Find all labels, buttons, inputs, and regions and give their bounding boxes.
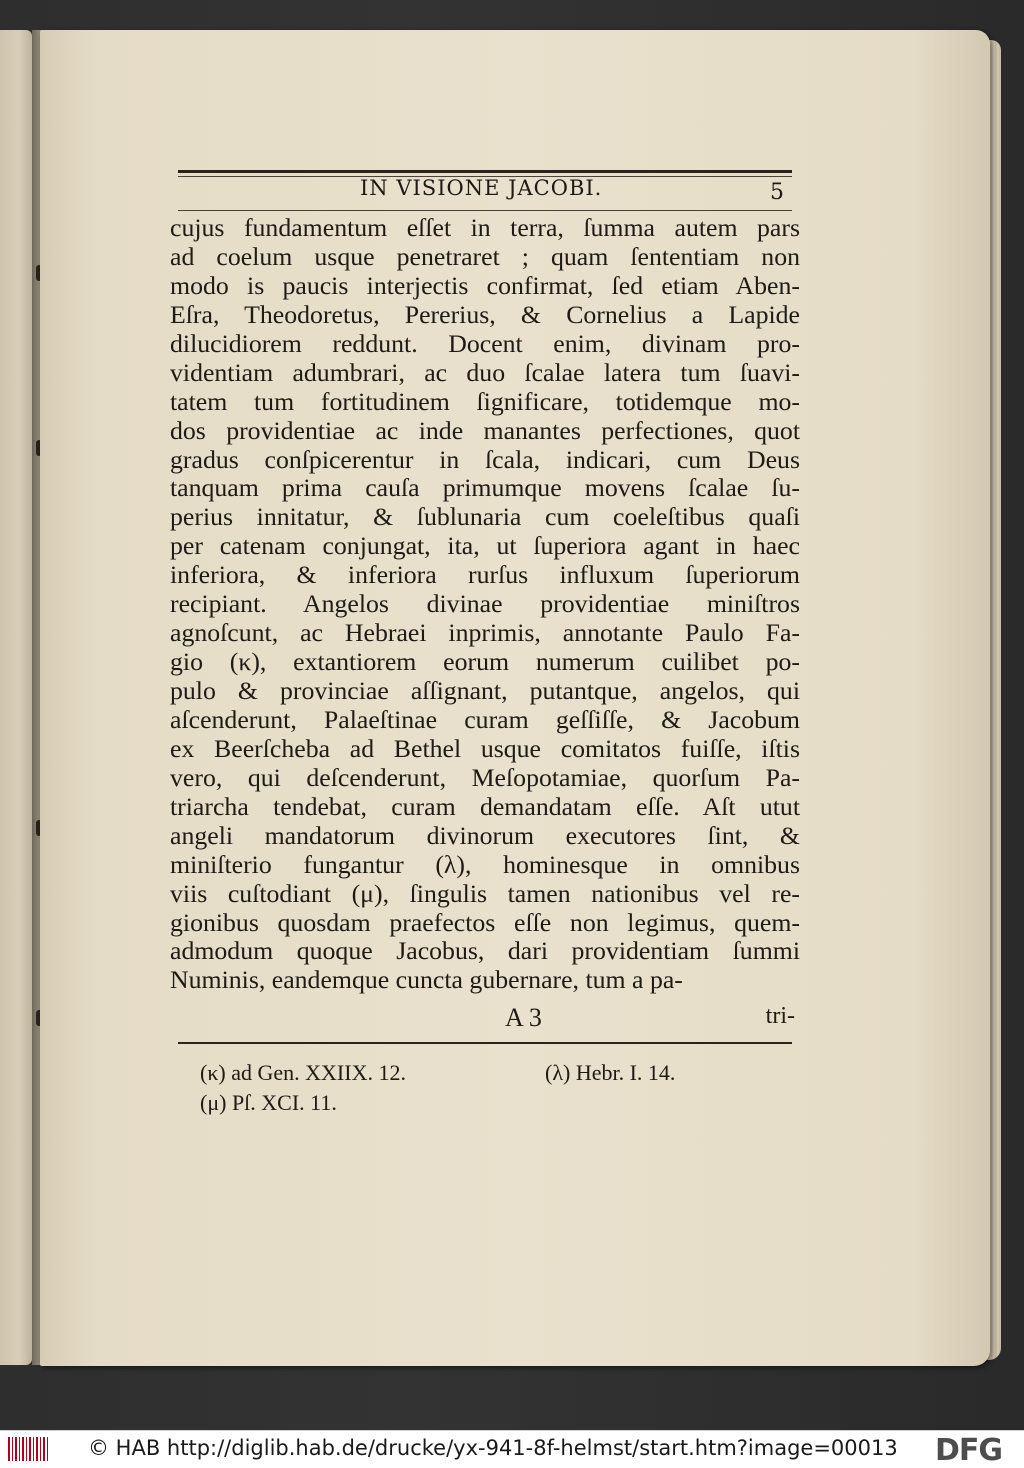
text-line: recipiant. Angelos divinae providentiae miniſtros [170, 590, 800, 619]
text-line: agnoſcunt, ac Hebraei inprimis, annotante Paulo Fa- [170, 619, 800, 648]
text-line: cujus fundamentum eſſet in terra, ſumma autem pars [170, 214, 800, 242]
text-line: miniſterio fungantur (λ), hominesque in omnibus [170, 850, 800, 879]
catchword: tri- [765, 1003, 795, 1029]
header-rule-bottom [178, 210, 792, 211]
text-line: Numinis, eandemque cuncta gubernare, tum a pa- [170, 966, 683, 995]
text-line: dos providentiae ac inde manantes perfectiones, quot [170, 416, 800, 445]
text-line: dilucidiorem reddunt. Docent enim, divinam pro- [170, 329, 800, 358]
text-line: tanquam prima cauſa primumque movens ſcalae ſu- [170, 474, 800, 503]
footnote-mu: (μ) Pſ. XCI. 11. [200, 1090, 337, 1115]
text-line: admodum quoque Jacobus, dari providentiam ſummi [170, 937, 800, 966]
text-line: ex Beerſcheba ad Bethel usque comitatos fuiſſe, iſtis [170, 734, 800, 763]
body-text [170, 214, 800, 995]
text-line: modo is paucis interjectis confirmat, ſed etiam Aben- [170, 271, 800, 300]
text-line: gio (κ), extantiorem eorum numerum cuilibet po- [170, 648, 800, 677]
text-line: triarcha tendebat, curam demandatam eſſe. Aſt utut [170, 792, 800, 821]
text-line: inferiora, & inferiora rurſus influxum ſuperiorum [170, 561, 800, 590]
text-line: perius innitatur, & ſublunaria cum coeleſtibus quaſi [170, 503, 800, 532]
text-line: videntiam adumbrari, ac duo ſcalae latera tum ſuavi- [170, 358, 800, 387]
footnote-kappa: (κ) ad Gen. XXIIX. 12. [200, 1060, 406, 1085]
signature-mark: A 3 [505, 1003, 542, 1032]
text-line: aſcenderunt, Palaeſtinae curam geſſiſſe, & Jacobum [170, 705, 800, 734]
footnote-rule [178, 1042, 792, 1044]
text-line: tatem tum fortitudinem ſignificare, totidemque mo- [170, 387, 800, 416]
text-line: angeli mandatorum divinorum executores ſint, & [170, 821, 800, 850]
catchword-row [170, 1003, 795, 1033]
header-rule [178, 170, 792, 173]
copyright-link[interactable]: © HAB http://diglib.hab.de/drucke/yx-941-8f-helmst/start.htm?image=00013 [88, 1436, 898, 1460]
text-line: gionibus quosdam praefectos eſſe non legimus, quem- [170, 908, 800, 937]
text-line: gradus conſpicerentur in ſcala, indicari, cum Deus [170, 445, 800, 474]
text-line: pulo & provinciae aſſignant, putantque, angelos, qui [170, 677, 800, 705]
dfg-logo: DFG [935, 1433, 1003, 1468]
text-line: per catenam conjungat, ita, ut ſuperiora agant in haec [170, 532, 800, 561]
page-number: 5 [770, 180, 784, 205]
text-line: vero, qui deſcenderunt, Meſopotamiae, quorſum Pa- [170, 763, 800, 792]
previous-leaf-edge [0, 30, 32, 1365]
text-line: Eſra, Theodoretus, Pererius, & Cornelius a Lapide [170, 300, 800, 329]
barcode-icon [8, 1437, 48, 1461]
running-head: IN VISIONE JACOBI. [360, 176, 603, 200]
text-line: ad coelum usque penetraret ; quam ſententiam non [170, 242, 800, 271]
footnote-lambda: (λ) Hebr. I. 14. [545, 1060, 676, 1085]
viewer-footer [0, 1430, 1024, 1468]
text-line: viis cuſtodiant (μ), ſingulis tamen nationibus vel re- [170, 879, 800, 908]
